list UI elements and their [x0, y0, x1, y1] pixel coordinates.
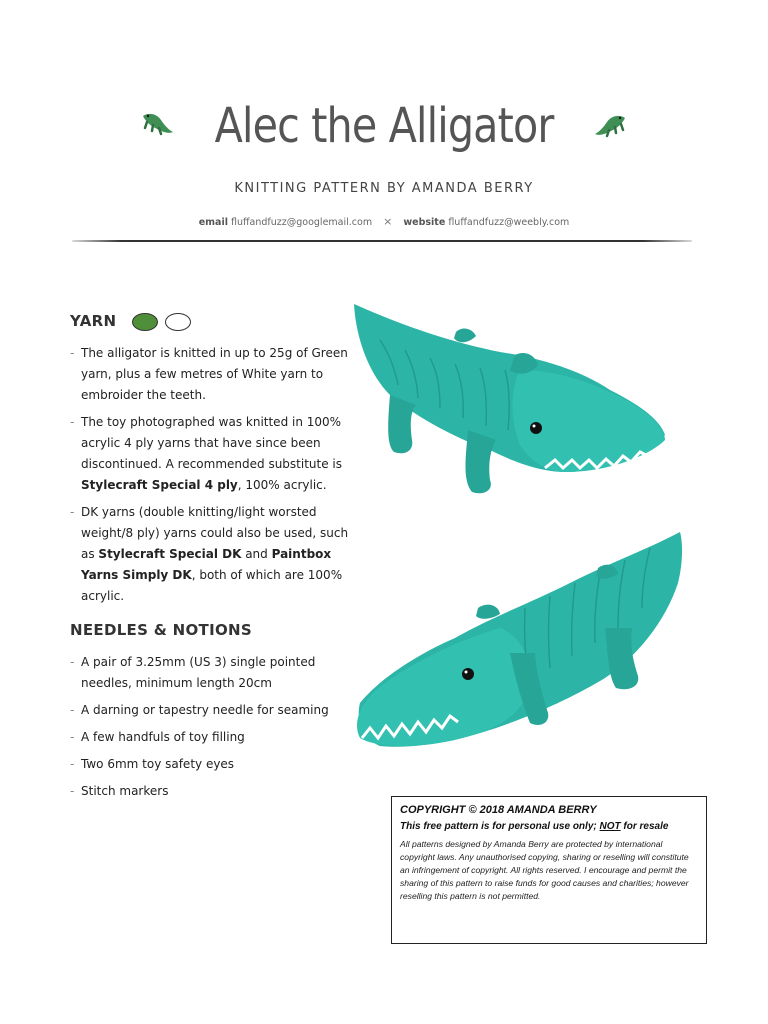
alligator-icon-right — [593, 110, 629, 142]
yarn-item-3-tail: , both of which are 100% acrylic. — [81, 568, 343, 603]
email-label: email — [198, 217, 228, 228]
list-item: - Stitch markers — [70, 784, 169, 798]
website-label: website — [403, 217, 446, 228]
yarn-item-3-bold-a: Stylecraft Special DK — [98, 547, 242, 561]
alligator-photo-bottom — [350, 528, 685, 753]
page-title: Alec the Alligator — [214, 98, 554, 154]
yarn-item-3-bold-b: Paintbox Yarns Simply DK — [81, 547, 332, 582]
list-item: - A pair of 3.25mm (US 3) single pointed needles, minimum length 20cm — [70, 655, 316, 690]
contact-line — [0, 215, 768, 228]
alligator-icon-left — [139, 110, 175, 142]
website-address[interactable]: fluffandfuzz@weebly.com — [448, 217, 570, 228]
subtitle: KNITTING PATTERN BY AMANDA BERRY — [234, 181, 534, 196]
copyright-body: All patterns designed by Amanda Berry are protected by international copyright laws. Any unauthorised copying, sharing or reselling will constitute an infringement of copyright. All rights reserved. I encourage and permit the sharing of this pattern to raise funds for good causes and charities; however reselling this pattern is not permitted. — [400, 839, 689, 901]
copyright-not: NOT — [599, 821, 621, 832]
yarn-item-1-text: The alligator is knitted in up to 25g of Green yarn, plus a few metres of White yarn to embroider the teeth. — [81, 346, 348, 402]
needles-heading: NEEDLES & NOTIONS — [70, 621, 252, 639]
copyright-box — [391, 796, 707, 944]
separator-cross: × — [383, 215, 393, 228]
needles-item-3: A few handfuls of toy filling — [81, 730, 245, 744]
header-divider — [72, 240, 692, 242]
copyright-subtitle — [400, 821, 698, 832]
yarn-item-3-and: and — [241, 547, 272, 561]
yarn-item-2-tail: , 100% acrylic. — [237, 478, 327, 492]
yarn-item-2-bold: Stylecraft Special 4 ply — [81, 478, 238, 492]
yarn-heading — [70, 312, 191, 331]
yarn-item-3-text: DK yarns (double knitting/light worsted weight/8 ply) yarns could also be used, such as — [81, 505, 349, 561]
list-item: - The alligator is knitted in up to 25g of Green yarn, plus a few metres of White yarn to embroider the teeth. — [70, 346, 348, 402]
alligator-photo-top — [350, 300, 670, 500]
list-item: - DK yarns (double knitting/light worsted weight/8 ply) yarns could also be used, such as Stylecraft Special DK and Paintbox Yarns Simply DK, both of which are 100% acrylic. — [70, 505, 349, 603]
title-row — [0, 98, 768, 154]
email-address[interactable]: fluffandfuzz@googlemail.com — [230, 217, 373, 228]
yarn-heading-text: YARN — [70, 312, 117, 330]
copyright-sub-start: This free pattern is for personal use only; — [400, 821, 600, 832]
green-yarn-swatch — [132, 313, 158, 331]
needles-item-2: A darning or tapestry needle for seaming — [81, 703, 329, 717]
yarn-list — [70, 343, 365, 613]
needles-item-1: A pair of 3.25mm (US 3) single pointed needles, minimum length 20cm — [81, 655, 316, 690]
list-item: - A darning or tapestry needle for seaming — [70, 703, 329, 717]
list-item: - The toy photographed was knitted in 100% acrylic 4 ply yarns that have since been discontinued. A recommended substitute is Stylecraft Special 4 ply, 100% acrylic. — [70, 415, 343, 492]
copyright-title: COPYRIGHT © 2018 AMANDA BERRY — [400, 804, 597, 816]
list-item: - A few handfuls of toy filling — [70, 730, 245, 744]
copyright-sub-end: for resale — [620, 821, 669, 832]
needles-list — [70, 652, 365, 808]
white-yarn-swatch — [165, 313, 191, 331]
needles-item-5: Stitch markers — [81, 784, 169, 798]
list-item: - Two 6mm toy safety eyes — [70, 757, 235, 771]
needles-item-4: Two 6mm toy safety eyes — [81, 757, 235, 771]
yarn-item-2-text: The toy photographed was knitted in 100% acrylic 4 ply yarns that have since been discontinued. A recommended substitute is — [81, 415, 343, 471]
